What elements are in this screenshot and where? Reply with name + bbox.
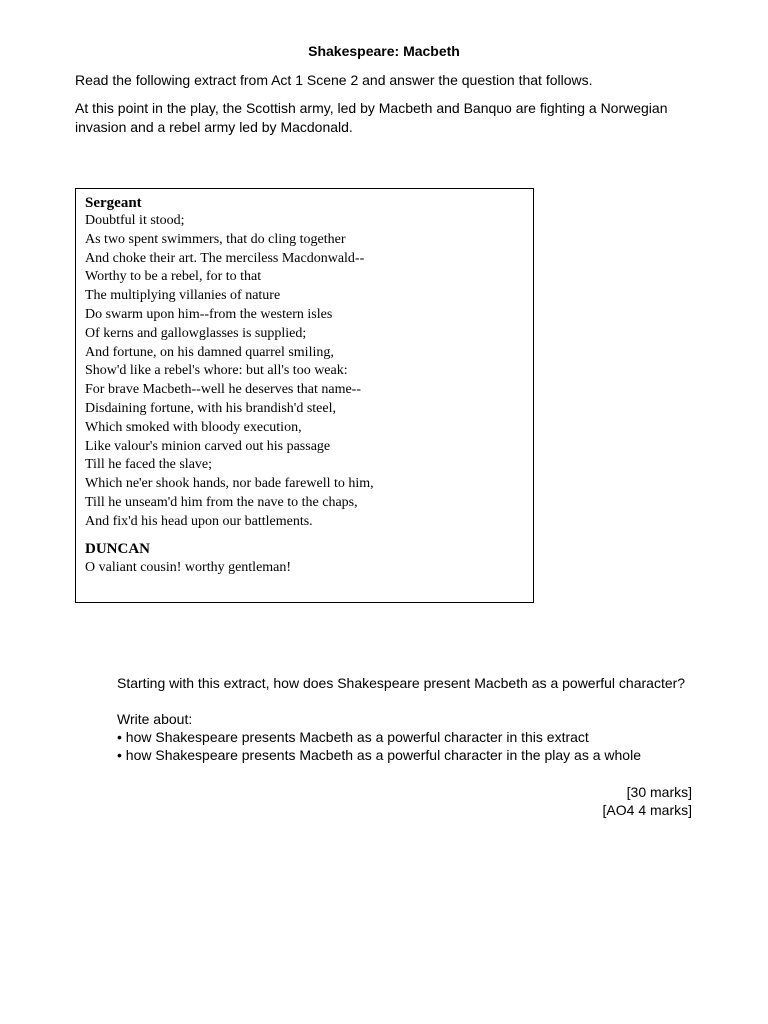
extract-line: And fix'd his head upon our battlements. — [85, 513, 313, 529]
extract-line: Which ne'er shook hands, nor bade farewell to him, — [85, 476, 374, 492]
extract-line: Do swarm upon him--from the western isles — [85, 306, 333, 322]
speaker-name: Sergeant — [85, 195, 142, 211]
extract-reply-line: O valiant cousin! worthy gentleman! — [85, 560, 292, 575]
extract-line: Worthy to be a rebel, for to that — [85, 269, 262, 285]
extract-line: Till he faced the slave; — [85, 457, 213, 473]
extract-line: Doubtful it stood; — [85, 213, 185, 228]
extract-line: Disdaining fortune, with his brandish'd steel, — [85, 400, 336, 416]
extract-line: For brave Macbeth--well he deserves that name-- — [85, 382, 361, 398]
speaker-name: DUNCAN — [85, 541, 150, 557]
extract-line: As two spent swimmers, that do cling together — [85, 231, 346, 247]
marks-ao4: [AO4 4 marks] — [602, 802, 692, 818]
extract-line: Show'd like a rebel's whore: but all's too weak: — [85, 363, 348, 379]
write-about-label: Write about: — [117, 711, 193, 727]
instruction-text: Read the following extract from Act 1 Scene 2 and answer the question that follows. — [75, 72, 593, 88]
bullet-item: • how Shakespeare presents Macbeth as a powerful character in this extract — [117, 729, 589, 745]
extract-line: Of kerns and gallowglasses is supplied; — [85, 325, 307, 341]
extract-line: And fortune, on his damned quarrel smiling, — [85, 344, 334, 360]
context-text: At this point in the play, the Scottish army, led by Macbeth and Banquo are fighting a Norwegian invasion and a rebel army led by Macdonald. — [75, 100, 668, 135]
extract-line: Till he unseam'd him from the nave to the chaps, — [85, 494, 358, 510]
extract-line: Like valour's minion carved out his passage — [85, 438, 331, 454]
extract-lines — [85, 212, 374, 532]
page-title: Shakespeare: Macbeth — [308, 43, 460, 59]
marks-total: [30 marks] — [626, 784, 692, 800]
extract-line: The multiplying villanies of nature — [85, 288, 281, 304]
extract-line: And choke their art. The merciless Macdonwald-- — [85, 250, 365, 266]
extract-line: Which smoked with bloody execution, — [85, 419, 302, 435]
bullet-item: • how Shakespeare presents Macbeth as a powerful character in the play as a whole — [117, 747, 641, 763]
extract-box — [75, 188, 534, 603]
question-prompt: Starting with this extract, how does Shakespeare present Macbeth as a powerful character? — [117, 675, 686, 691]
